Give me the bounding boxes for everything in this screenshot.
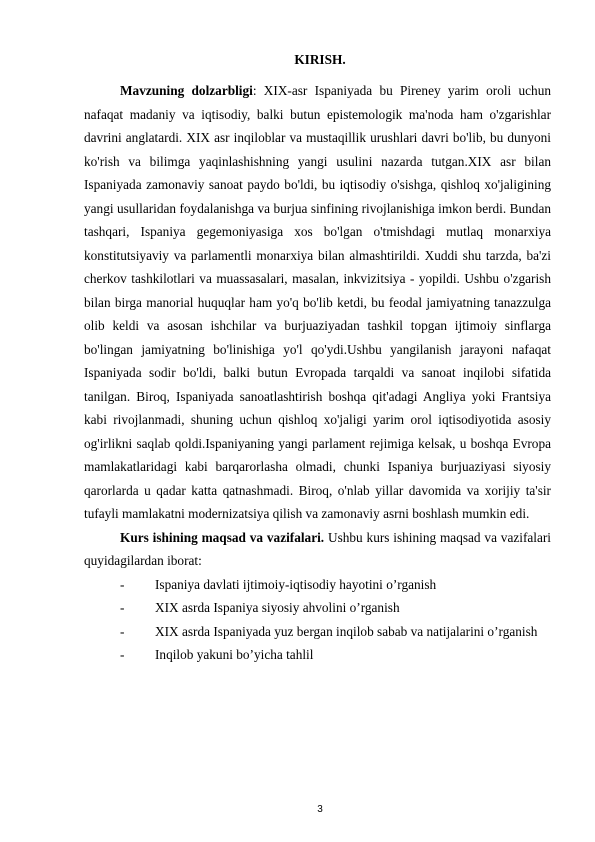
page-number: 3 — [317, 804, 323, 815]
page-title: KIRISH. — [294, 52, 346, 67]
list-bullet: - — [120, 600, 125, 615]
list-bullet: - — [120, 623, 125, 639]
list-bullet: - — [120, 576, 125, 592]
paragraph-text: Ushbu kurs ishining maqsad va vazifalari quyidagilardan iborat: — [84, 529, 552, 568]
paragraph-lead: Mavzuning dolzarbligi — [120, 83, 253, 98]
list-item — [84, 643, 551, 667]
list-item-text: XIX asrda Ispaniya siyosiy ahvolini o’rganish — [155, 600, 400, 615]
paragraph-lead: Kurs ishining maqsad va vazifalari. — [120, 529, 325, 545]
list-item — [84, 620, 551, 644]
document-body — [84, 79, 551, 667]
list-item — [84, 573, 551, 597]
list-bullet: - — [120, 647, 125, 662]
list-item — [84, 596, 551, 620]
paragraph-text: : XIX-asr Ispaniyada bu Pireney yarim oroli uchun nafaqat madaniy va iqtisodiy, balki butun epistemologik ma'noda ham o'zgarishlar davrini anglatardi. XIX asr inqiloblar va mustaqillik urushlari davri bo'lib, bu dunyoni ko'rish va bilimga yaqinlashishning yangi usulini nazarda tutgan.XIX asr bilan Ispaniyada zamonaviy sanoat paydo bo'ldi, bu iqtisodiy o'sishga, qishloq xo'jaligining yangi usullaridan foydalanishga va burjua sinfining rivojlanishiga imkon berdi. Bundan tashqari, Ispaniya gegemoniyasiga xos bo'lgan o'tmishdagi mutlaq monarxiya konstitutsiyaviy va parlamentli monarxiya bilan almashtirildi. Xuddi shu tarzda, ba'zi cherkov tashkilotlari va muassasalari, masalan, inkvizitsiya - yopildi. Ushbu o'zgarish bilan birga manorial huquqlar ham yo'q bo'lib ketdi, bu feodal jamiyatning tanazzulga olib keldi va asosan ishchilar va burjuaziyadan tashkil topgan ijtimoiy sinflarga bo'lingan jamiyatning bo'linishiga yo'l qo'ydi.Ushbu yangilanish jarayoni nafaqat Ispaniyada sodir bo'ldi, balki butun Evropada tarqaldi va sanoat inqilobi sifatida tanilgan. Biroq, Ispaniyada sanoatlashtirish boshqa qit'adagi Angliya yoki Frantsiya kabi rivojlanmadi, shuning uchun qishloq xo'jaligi yarim orol iqtisodiyotida asosiy og'irlikni saqlab qoldi.Ispaniyaning yangi parlament rejimiga kelsak, u boshqa Evropa mamlakatlaridagi kabi barqarorlasha olmadi, chunki Ispaniya burjuaziyasi siyosiy qarorlarda u qadar katta qatnashmadi. Biroq, o'nlab yillar davomida va xorijiy ta'sir tufayli mamlakatni modernizatsiya qilish va zamonaviy asrni boshlash mumkin edi. — [84, 83, 551, 521]
paragraph-relevance — [84, 79, 551, 526]
paragraph-goals — [84, 526, 551, 573]
list-item-text: Ispaniya davlati ijtimoiy-iqtisodiy hayotini o’rganish — [155, 576, 437, 592]
list-item-text: Inqilob yakuni bo’yicha tahlil — [155, 647, 314, 662]
list-item-text: XIX asrda Ispaniyada yuz bergan inqilob sabab va natijalarini o’rganish — [155, 623, 538, 639]
goals-list — [84, 573, 551, 667]
